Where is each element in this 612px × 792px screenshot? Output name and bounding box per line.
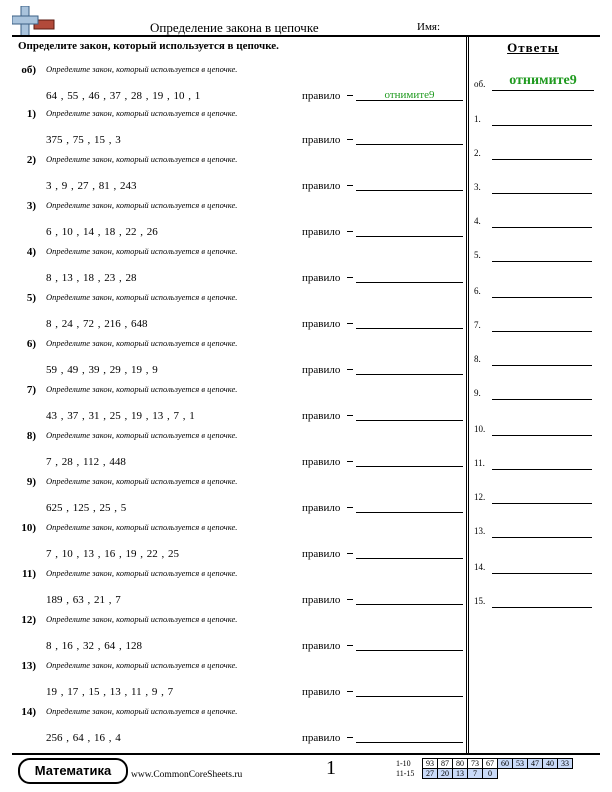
problem-number: 14) xyxy=(21,706,36,718)
score-cell: 93 xyxy=(423,759,438,769)
answer-label: 4. xyxy=(474,216,481,226)
page-title: Определение закона в цепочке xyxy=(150,20,319,35)
answer-example-label: об. xyxy=(474,79,486,89)
column-divider xyxy=(466,35,469,753)
answer-label: 3. xyxy=(474,182,481,192)
problem-instruction: Определите закон, который используется в цепочке. xyxy=(46,64,238,74)
answer-label: 7. xyxy=(474,320,481,330)
rule-label: правило xyxy=(302,318,341,330)
rule-label: правило xyxy=(302,456,341,468)
problem-number: 4) xyxy=(26,246,36,258)
example-answer: отнимите9 xyxy=(384,89,435,101)
answer-label: 6. xyxy=(474,286,481,296)
answer-row xyxy=(474,286,594,300)
rule-answer-line[interactable] xyxy=(356,512,463,513)
answer-label: 14. xyxy=(474,562,486,572)
problem-instruction: Определите закон, который используется в цепочке. xyxy=(46,108,238,118)
problem-instruction: Определите закон, который используется в цепочке. xyxy=(46,292,238,302)
answer-row xyxy=(474,458,594,472)
problem-number: 9) xyxy=(26,476,36,488)
problem-row xyxy=(0,292,466,338)
score-cell: 13 xyxy=(453,769,468,779)
logo-plus-minus-icon xyxy=(12,6,56,36)
sequence: 8 , 13 , 18 , 23 , 28 xyxy=(46,272,137,284)
rule-dash xyxy=(347,507,353,508)
rule-label: правило xyxy=(302,548,341,560)
answer-row xyxy=(474,148,594,162)
answer-line[interactable] xyxy=(492,503,592,504)
rule-answer-line[interactable] xyxy=(356,604,463,605)
answer-line[interactable] xyxy=(492,227,592,228)
score-cell: 0 xyxy=(483,769,498,779)
sequence: 64 , 55 , 46 , 37 , 28 , 19 , 10 , 1 xyxy=(46,90,201,102)
problem-instruction: Определите закон, который используется в цепочке. xyxy=(46,430,238,440)
answer-row xyxy=(474,562,594,576)
instructions: Определите закон, который используется в цепочке. xyxy=(18,40,279,52)
sequence: 7 , 28 , 112 , 448 xyxy=(46,456,126,468)
problem-row xyxy=(0,476,466,522)
rule-answer-line[interactable] xyxy=(356,144,463,145)
answer-row xyxy=(474,424,594,438)
answer-line[interactable] xyxy=(492,573,592,574)
rule-answer-line[interactable] xyxy=(356,236,463,237)
rule-label: правило xyxy=(302,272,341,284)
answer-line[interactable] xyxy=(492,537,592,538)
rule-label: правило xyxy=(302,364,341,376)
answers-title: Ответы xyxy=(507,40,559,55)
sequence: 3 , 9 , 27 , 81 , 243 xyxy=(46,180,137,192)
sequence: 8 , 16 , 32 , 64 , 128 xyxy=(46,640,142,652)
rule-answer-line[interactable] xyxy=(356,190,463,191)
score-cell: 80 xyxy=(453,759,468,769)
rule-dash xyxy=(347,369,353,370)
answer-line[interactable] xyxy=(492,365,592,366)
answer-label: 15. xyxy=(474,596,486,606)
answer-row xyxy=(474,492,594,506)
score-cell: 40 xyxy=(543,759,558,769)
rule-answer-line[interactable] xyxy=(356,650,463,651)
rule-label: правило xyxy=(302,134,341,146)
problem-row xyxy=(0,338,466,384)
problem-row xyxy=(0,384,466,430)
rule-label: правило xyxy=(302,502,341,514)
rule-dash xyxy=(347,185,353,186)
answer-line[interactable] xyxy=(492,193,592,194)
answer-line[interactable] xyxy=(492,607,592,608)
rule-label: правило xyxy=(302,686,341,698)
score-cell: 53 xyxy=(513,759,528,769)
rule-dash xyxy=(347,599,353,600)
rule-dash xyxy=(347,737,353,738)
answer-row xyxy=(474,114,594,128)
problem-number: 10) xyxy=(21,522,36,534)
sequence: 625 , 125 , 25 , 5 xyxy=(46,502,127,514)
sequence: 6 , 10 , 14 , 18 , 22 , 26 xyxy=(46,226,158,238)
problem-instruction: Определите закон, который используется в цепочке. xyxy=(46,522,238,532)
answer-row xyxy=(474,526,594,540)
rule-label: правило xyxy=(302,640,341,652)
answer-label: 12. xyxy=(474,492,486,502)
answer-label: 9. xyxy=(474,388,481,398)
problem-number: об) xyxy=(21,64,36,76)
problem-number: 6) xyxy=(26,338,36,350)
rule-answer-line[interactable] xyxy=(356,558,463,559)
rule-answer-line[interactable] xyxy=(356,742,463,743)
rule-dash xyxy=(347,323,353,324)
sequence: 8 , 24 , 72 , 216 , 648 xyxy=(46,318,148,330)
rule-label: правило xyxy=(302,594,341,606)
rule-dash xyxy=(347,691,353,692)
sequence: 7 , 10 , 13 , 16 , 19 , 22 , 25 xyxy=(46,548,179,560)
answer-line[interactable] xyxy=(492,399,592,400)
score-cell: 7 xyxy=(468,769,483,779)
answer-line[interactable] xyxy=(492,435,592,436)
example-problem xyxy=(0,64,466,110)
rule-label: правило xyxy=(302,180,341,192)
problem-instruction: Определите закон, который используется в цепочке. xyxy=(46,660,238,670)
problem-row xyxy=(0,108,466,154)
score-range-label: 11-15 xyxy=(396,769,415,778)
problem-instruction: Определите закон, который используется в цепочке. xyxy=(46,246,238,256)
problem-row xyxy=(0,200,466,246)
problem-number: 13) xyxy=(21,660,36,672)
answer-label: 5. xyxy=(474,250,481,260)
rule-dash xyxy=(347,645,353,646)
answer-row xyxy=(474,250,594,264)
problem-number: 3) xyxy=(26,200,36,212)
rule-label: правило xyxy=(302,410,341,422)
sequence: 43 , 37 , 31 , 25 , 19 , 13 , 7 , 1 xyxy=(46,410,195,422)
problem-number: 1) xyxy=(26,108,36,120)
rule-answer-line[interactable] xyxy=(356,420,463,421)
rule-dash xyxy=(347,461,353,462)
score-range-label: 1-10 xyxy=(396,759,411,768)
problem-number: 7) xyxy=(26,384,36,396)
score-cell: 73 xyxy=(468,759,483,769)
rule-dash xyxy=(347,277,353,278)
sequence: 189 , 63 , 21 , 7 xyxy=(46,594,121,606)
score-cell: 20 xyxy=(438,769,453,779)
score-cell: 47 xyxy=(528,759,543,769)
problem-row xyxy=(0,246,466,292)
site-url: www.CommonCoreSheets.ru xyxy=(131,770,243,780)
rule-label: правило xyxy=(302,90,341,102)
problem-instruction: Определите закон, который используется в цепочке. xyxy=(46,338,238,348)
problem-instruction: Определите закон, который используется в цепочке. xyxy=(46,706,238,716)
rule-answer-line[interactable] xyxy=(356,466,463,467)
answer-line[interactable] xyxy=(492,125,592,126)
sequence: 375 , 75 , 15 , 3 xyxy=(46,134,121,146)
answer-row xyxy=(474,596,594,610)
problem-number: 11) xyxy=(21,568,36,580)
footer-divider xyxy=(12,753,600,755)
answer-line[interactable] xyxy=(492,297,592,298)
answer-line[interactable] xyxy=(492,261,592,262)
problem-row xyxy=(0,706,466,752)
rule-answer-line xyxy=(356,100,463,101)
answer-label: 10. xyxy=(474,424,486,434)
problem-row xyxy=(0,568,466,614)
answer-line[interactable] xyxy=(492,469,592,470)
sequence: 19 , 17 , 15 , 13 , 11 , 9 , 7 xyxy=(46,686,174,698)
problem-instruction: Определите закон, который используется в цепочке. xyxy=(46,384,238,394)
rule-answer-line[interactable] xyxy=(356,696,463,697)
rule-dash xyxy=(347,95,353,96)
name-label: Имя: xyxy=(417,21,441,33)
rule-dash xyxy=(347,231,353,232)
problem-number: 12) xyxy=(21,614,36,626)
problem-number: 2) xyxy=(26,154,36,166)
answer-line[interactable] xyxy=(492,331,592,332)
sequence: 256 , 64 , 16 , 4 xyxy=(46,732,121,744)
answer-row xyxy=(474,216,594,230)
problem-row xyxy=(0,660,466,706)
sequence: 59 , 49 , 39 , 29 , 19 , 9 xyxy=(46,364,158,376)
rule-answer-line[interactable] xyxy=(356,328,463,329)
rule-dash xyxy=(347,553,353,554)
score-cell: 67 xyxy=(483,759,498,769)
problem-instruction: Определите закон, который используется в цепочке. xyxy=(46,200,238,210)
answer-label: 2. xyxy=(474,148,481,158)
answer-row xyxy=(474,182,594,196)
problem-instruction: Определите закон, который используется в цепочке. xyxy=(46,568,238,578)
answer-row xyxy=(474,388,594,402)
rule-dash xyxy=(347,415,353,416)
rule-answer-line[interactable] xyxy=(356,282,463,283)
rule-dash xyxy=(347,139,353,140)
problem-number: 5) xyxy=(26,292,36,304)
problem-instruction: Определите закон, который используется в цепочке. xyxy=(46,154,238,164)
rule-label: правило xyxy=(302,732,341,744)
score-cell: 27 xyxy=(423,769,438,779)
rule-label: правило xyxy=(302,226,341,238)
problem-row xyxy=(0,430,466,476)
score-cell: 87 xyxy=(438,759,453,769)
problem-number: 8) xyxy=(26,430,36,442)
problem-row xyxy=(0,154,466,200)
answer-example-line xyxy=(492,90,594,91)
answer-label: 11. xyxy=(474,458,485,468)
answer-label: 1. xyxy=(474,114,481,124)
problem-instruction: Определите закон, который используется в цепочке. xyxy=(46,614,238,624)
header-divider xyxy=(12,35,600,37)
answer-line[interactable] xyxy=(492,159,592,160)
problem-row xyxy=(0,614,466,660)
answer-row xyxy=(474,320,594,334)
answer-label: 8. xyxy=(474,354,481,364)
answer-example-value: отнимите9 xyxy=(509,73,577,88)
score-cell: 60 xyxy=(498,759,513,769)
answer-row xyxy=(474,354,594,368)
problem-row xyxy=(0,522,466,568)
score-cell: 33 xyxy=(558,759,573,769)
answer-label: 13. xyxy=(474,526,486,536)
rule-answer-line[interactable] xyxy=(356,374,463,375)
page-number: 1 xyxy=(326,757,336,779)
score-table xyxy=(396,758,573,779)
problem-instruction: Определите закон, который используется в цепочке. xyxy=(46,476,238,486)
subject-badge: Математика xyxy=(18,758,128,784)
